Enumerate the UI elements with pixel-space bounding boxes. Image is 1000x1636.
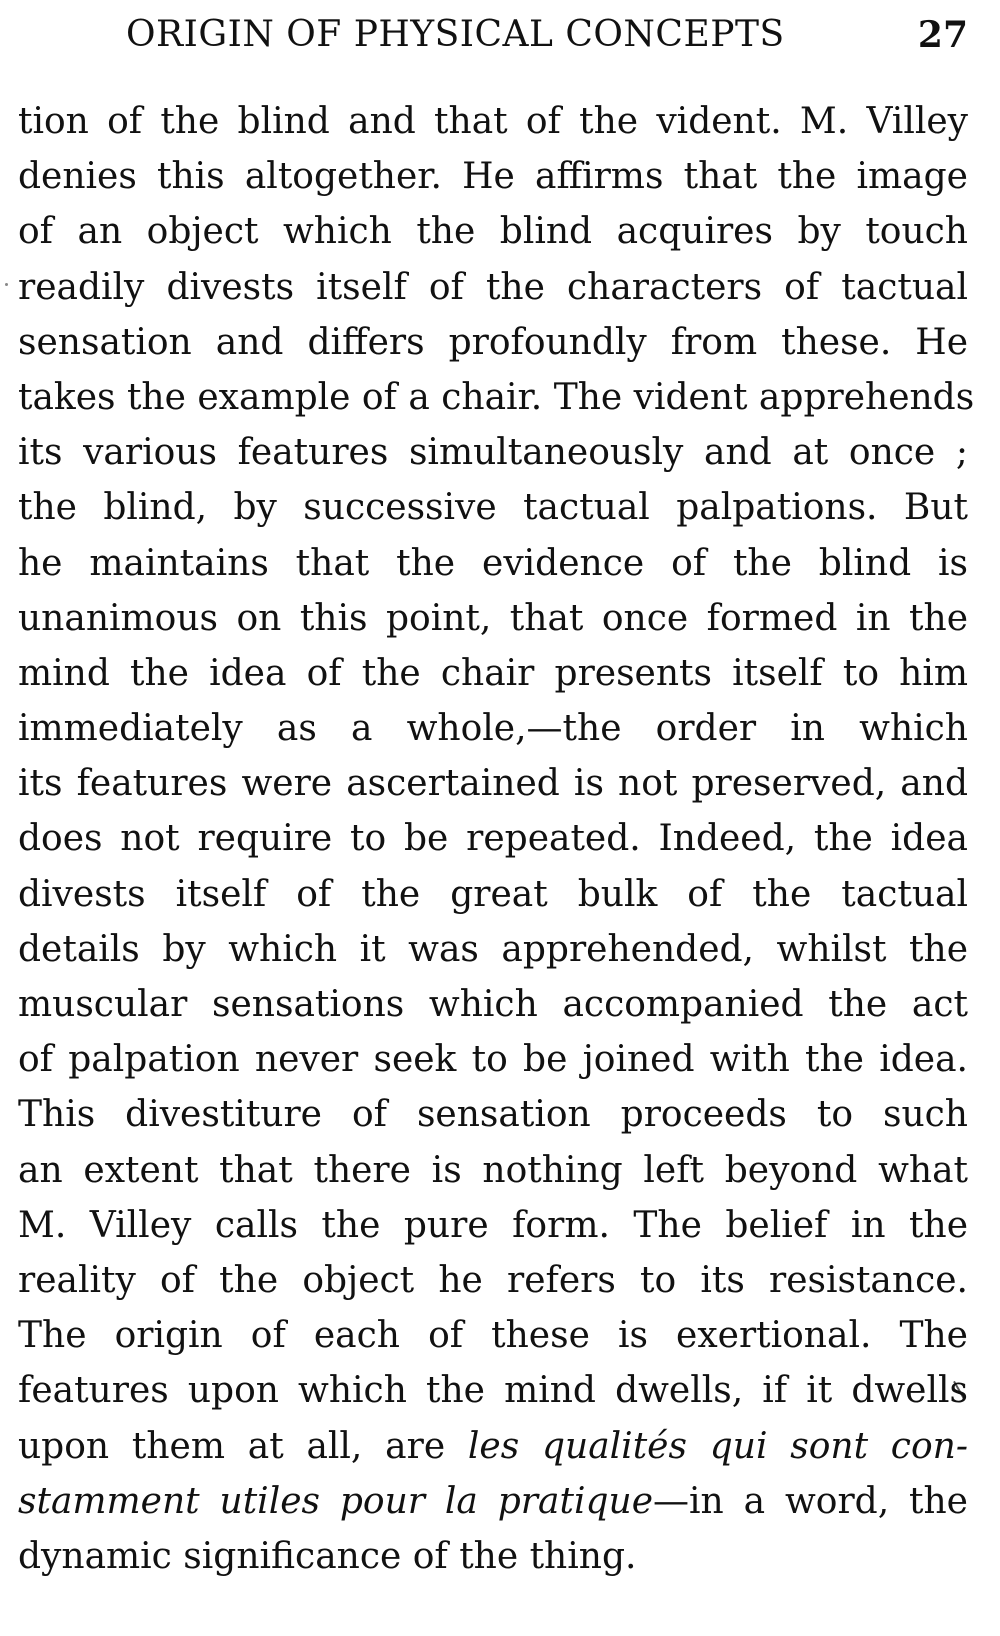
text-line: details by which it was apprehended, whilst the xyxy=(18,928,968,970)
text-line: muscular sensations which accompanied the act xyxy=(18,984,968,1025)
roman-text: upon them at all, are xyxy=(18,1425,468,1467)
text-line: denies this altogether. He affirms that the image xyxy=(18,156,968,198)
text-line: features upon which the mind dwells, if it dwells xyxy=(18,1370,968,1412)
margin-mark xyxy=(5,283,8,286)
italic-quotation: les qualités qui sont con- xyxy=(467,1425,968,1467)
text-line: tion of the blind and that of the vident. M. Villey xyxy=(18,101,968,142)
page-number: 27 xyxy=(917,14,968,56)
italic-quotation: stamment utiles pour la pratique xyxy=(18,1480,653,1522)
text-line: immediately as a whole,—the order in which xyxy=(18,708,968,750)
text-line: M. Villey calls the pure form. The belief in the xyxy=(18,1204,968,1246)
text-line-last: dynamic significance of the thing. xyxy=(18,1535,637,1577)
body-paragraph xyxy=(18,94,975,1584)
text-line-mixed xyxy=(18,1419,968,1474)
text-line: unanimous on this point, that once formed in the xyxy=(18,597,968,639)
text-line: the blind, by successive tactual palpations. But xyxy=(18,487,968,529)
text-line: does not require to be repeated. Indeed, the idea xyxy=(18,818,968,860)
text-line: its features were ascertained is not preserved, and xyxy=(18,763,968,805)
text-line: readily divests itself of the characters of tactual xyxy=(18,266,968,308)
text-line: reality of the object he refers to its resistance. xyxy=(18,1259,968,1301)
text-line: an extent that there is nothing left beyond what xyxy=(18,1149,968,1191)
text-line: of palpation never seek to be joined with the idea. xyxy=(18,1039,968,1081)
text-line: The origin of each of these is exertional. The xyxy=(18,1315,968,1357)
text-line: This divestiture of sensation proceeds to such xyxy=(18,1094,968,1136)
text-line: divests itself of the great bulk of the tactual xyxy=(18,873,968,915)
text-line: he maintains that the evidence of the blind is xyxy=(18,542,968,584)
text-line: sensation and differs profoundly from these. He xyxy=(18,321,968,363)
text-line-mixed xyxy=(18,1474,968,1529)
running-head: ORIGIN OF PHYSICAL CONCEPTS xyxy=(126,14,785,55)
text-line: its various features simultaneously and at once ; xyxy=(18,432,968,474)
text-line: mind the idea of the chair presents itself to him xyxy=(18,652,968,694)
text-line: of an object which the blind acquires by touch xyxy=(18,211,968,253)
roman-text: —in a word, the xyxy=(653,1480,968,1522)
text-line: takes the example of a chair. The vident apprehends xyxy=(18,376,975,418)
page-header xyxy=(0,14,1000,64)
